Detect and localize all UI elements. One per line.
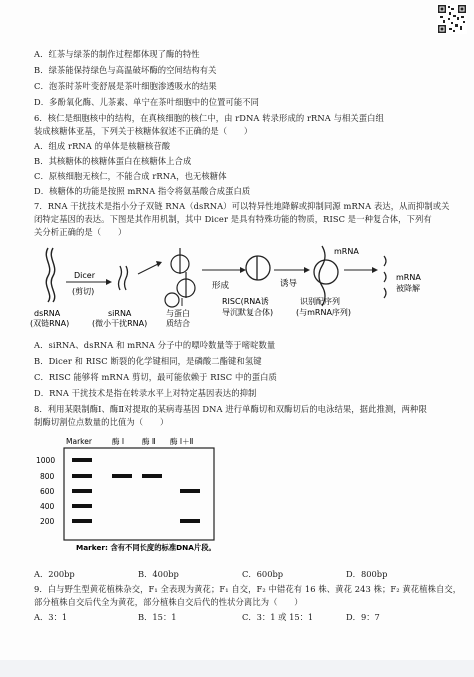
- gel-band: [72, 489, 92, 493]
- q9-option-b: B．15：1: [138, 612, 177, 622]
- label-dsrna: dsRNA: [34, 309, 61, 318]
- label-sirna-sub: (微小干扰RNA): [92, 319, 148, 328]
- q7-stem-line3: 关分析正确的是（ ）: [34, 227, 127, 237]
- label-induce: 诱导: [280, 279, 298, 289]
- q8-option-d: D．800bp: [346, 569, 388, 579]
- rnai-mechanism-diagram: [30, 244, 444, 328]
- gel-size-1000: 1000: [36, 456, 56, 465]
- label-mrna-right: mRNA: [396, 273, 421, 282]
- gel-lane-marker: Marker: [66, 437, 92, 446]
- gel-lane-enzyme12: 酶 Ⅰ＋Ⅱ: [170, 437, 194, 446]
- label-recognition-2: (与mRNA序列): [296, 308, 352, 317]
- q5-option-d: D．多酚氧化酶、儿茶素、单宁在茶叶细胞中的位置可能不同: [34, 97, 260, 107]
- gel-band: [142, 474, 162, 478]
- q7-option-d: D．RNA 干扰技术是指在转录水平上对特定基因表达的抑制: [34, 388, 257, 398]
- label-risc-1: RISC(RNA诱: [222, 297, 269, 306]
- q9-option-c: C．3：1 或 15：1: [242, 612, 314, 622]
- q9-stem-line2: 部分植株自交后代全为黄花，部分植株自交后代的性状分离比为（ ）: [34, 597, 303, 607]
- label-mrna-top: mRNA: [334, 247, 359, 256]
- q7-option-c: C．RISC 能够将 mRNA 剪切，最可能依赖于 RISC 中的蛋白质: [34, 372, 277, 382]
- gel-caption: Marker: 含有不同长度的标准DNA片段。: [76, 543, 216, 552]
- gel-lane-enzyme1: 酶 Ⅰ: [112, 437, 125, 446]
- gel-size-800: 800: [40, 472, 55, 481]
- q7-stem-line1: 7．RNA 干扰技术是指小分子双链 RNA（dsRNA）可以特异性地降解或抑制同源 mRNA 表达，从而抑制或关: [34, 201, 450, 211]
- q6-option-a: A．组成 rRNA 的单体是核糖核苷酸: [34, 141, 171, 151]
- label-form: 形成: [212, 281, 230, 291]
- q5-option-c: C．泡茶时茶叶变舒展是茶叶细胞渗透吸水的结果: [34, 81, 217, 91]
- gel-band: [72, 519, 92, 523]
- gel-band: [72, 504, 92, 508]
- q9-option-d: D．9：7: [346, 612, 380, 622]
- qr-code: [437, 4, 467, 34]
- q6-option-d: D．核糖体的功能是按照 mRNA 指令将氨基酸合成蛋白质: [34, 186, 251, 196]
- gel-band: [72, 458, 92, 462]
- gel-size-200: 200: [40, 517, 55, 526]
- label-dsrna-sub: (双链RNA): [30, 319, 70, 328]
- q7-option-b: B．Dicer 和 RISC 断裂的化学键相同，是磷酸二酯键和氢键: [34, 356, 262, 366]
- q6-option-c: C．原核细胞无核仁，不能合成 rRNA，也无核糖体: [34, 171, 227, 181]
- label-dicer-sub: (剪切): [72, 287, 95, 296]
- gel-band: [112, 474, 132, 478]
- gel-size-400: 400: [40, 502, 55, 511]
- q8-option-c: C．600bp: [242, 569, 284, 579]
- label-recognition-1: 识别配序列: [300, 297, 340, 306]
- q5-option-b: B．绿茶能保持绿色与高温破坏酶的空间结构有关: [34, 65, 217, 75]
- gel-lane-enzyme2: 酶 Ⅱ: [142, 437, 156, 446]
- gel-band: [72, 474, 92, 478]
- q8-option-b: B．400bp: [138, 569, 179, 579]
- label-degraded: 被降解: [396, 284, 420, 293]
- q6-option-b: B．其核糖体的核糖体蛋白在核糖体上合成: [34, 156, 192, 166]
- label-sirna: siRNA: [108, 309, 132, 318]
- label-protein-2: 质结合: [166, 319, 190, 328]
- gel-band: [180, 519, 200, 523]
- gel-electrophoresis-figure: [36, 434, 226, 554]
- page-footer-bar: [0, 660, 474, 677]
- q5-option-a: A．红茶与绿茶的制作过程都体现了酶的特性: [34, 49, 200, 59]
- q9-option-a: A．3：1: [34, 612, 68, 622]
- q6-stem-line2: 装成核糖体亚基，下列关于核糖体叙述不正确的是（ ）: [34, 126, 253, 136]
- label-dicer: Dicer: [74, 271, 95, 280]
- label-risc-2: 导沉默复合体): [222, 308, 274, 317]
- q8-option-a: A．200bp: [34, 569, 75, 579]
- q7-stem-line2: 闭特定基因的表达。下图是其作用机制，其中 Dicer 是具有特殊功能的物质，RISC 是一种复合体，下列有: [34, 214, 432, 224]
- q6-stem-line1: 6．核仁是细胞核中的结构，在真核细胞的核仁中，由 rDNA 转录形成的 rRNA 与相关蛋白组: [34, 113, 384, 123]
- label-protein-1: 与蛋白: [166, 309, 190, 318]
- q8-stem-line1: 8．利用某限制酶Ⅰ、酶Ⅱ对提取的某病毒基因 DNA 进行单酶切和双酶切后的电泳结果，据此推测，两种限: [34, 404, 427, 414]
- q8-stem-line2: 制酶切割位点数量的比值为（ ）: [34, 417, 169, 427]
- gel-band: [180, 489, 200, 493]
- q9-stem-line1: 9．白与野生型黄花植株杂交，F₁ 全表现为黄花；F₁ 自交，F₂ 中错花有 16 株、黄花 243 株；F₂ 黄花植株自交，: [34, 584, 462, 594]
- q7-option-a: A．siRNA、dsRNA 和 mRNA 分子中的嘌呤数量等于嘧啶数量: [34, 340, 276, 350]
- gel-size-600: 600: [40, 487, 55, 496]
